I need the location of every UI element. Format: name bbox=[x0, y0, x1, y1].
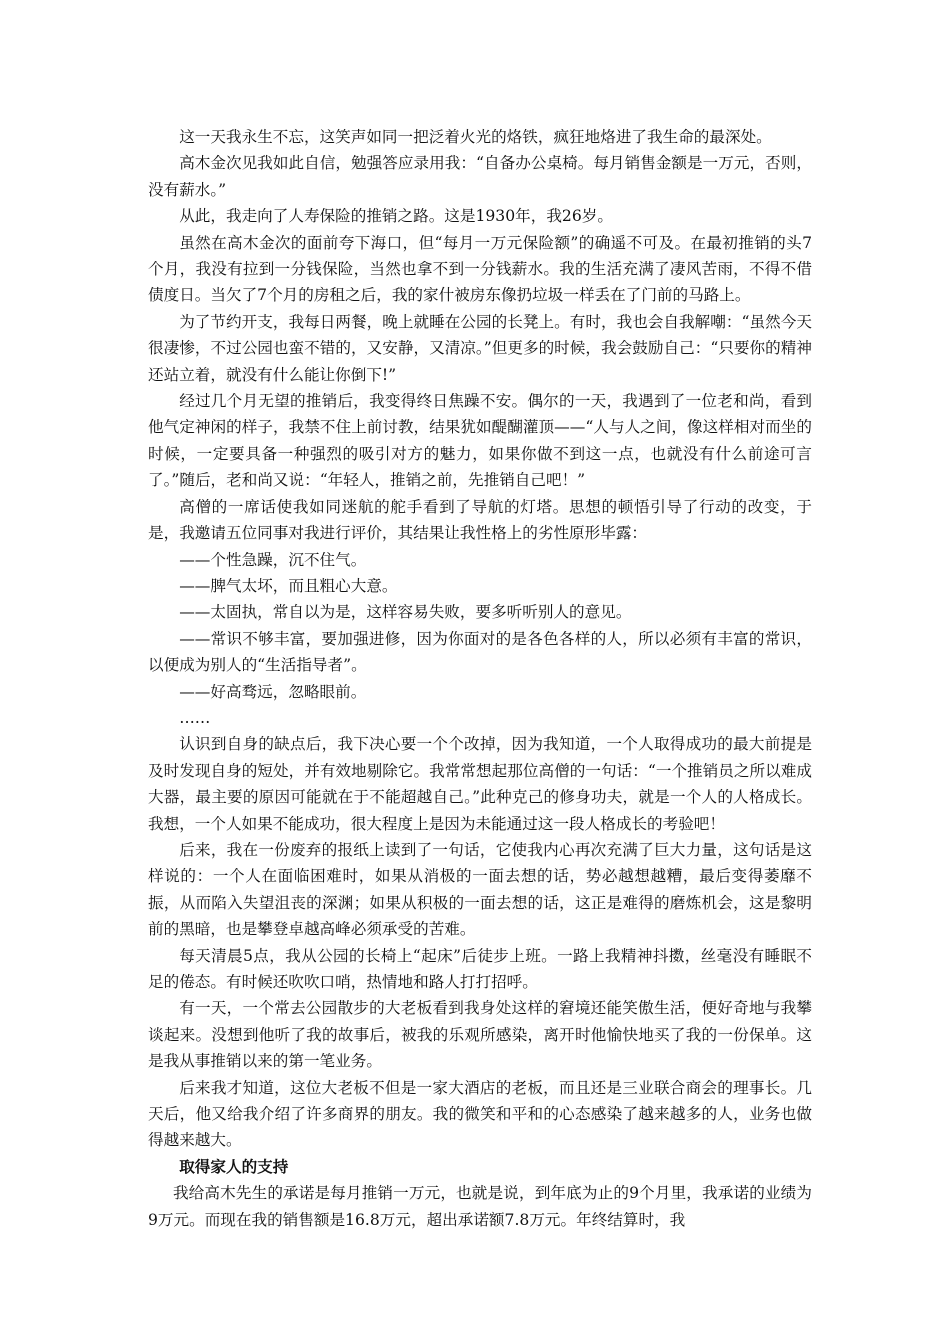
list-item: ——个性急躁，沉不住气。 bbox=[179, 550, 367, 569]
paragraph: 为了节约开支，我每日两餐，晚上就睡在公园的长凳上。有时，我也会自我解嘲：“虽然今天很凄惨，不过公园也蛮不错的，又安静，又清凉。”但更多的时候，我会鼓励自己：“只要你的精神还站立着，就没有什么能让你倒下!” bbox=[148, 312, 812, 384]
paragraph: 后来，我在一份废弃的报纸上读到了一句话，它使我内心再次充满了巨大力量，这句话是这样说的：一个人在面临困难时，如果从消极的一面去想的话，势必越想越糟，最后变得萎靡不振，从而陷入失望沮丧的深渊；如果从积极的一面去想的话，这正是难得的磨炼机会，这是黎明前的黑暗，也是攀登卓越高峰必须承受的苦难。 bbox=[148, 840, 812, 939]
list-item: ——太固执，常自以为是，这样容易失败，要多听听别人的意见。 bbox=[179, 603, 632, 622]
list-item: ——好高骛远，忽略眼前。 bbox=[179, 682, 367, 701]
list-item: ——常识不够丰富，要加强进修，因为你面对的是各色各样的人，所以必须有丰富的常识，以便成为别人的“生活指导者”。 bbox=[148, 629, 812, 675]
paragraph: 每天清晨5点，我从公园的长椅上“起床”后徒步上班。一路上我精神抖擞，丝毫没有睡眠不足的倦态。有时候还吹吹口哨，热情地和路人打打招呼。 bbox=[148, 946, 812, 991]
paragraph: 认识到自身的缺点后，我下决心要一个个改掉，因为我知道，一个人取得成功的最大前提是及时发现自身的短处，并有效地剔除它。我常常想起那位高僧的一句话：“一个推销员之所以难成大器，最主要的原因可能就在于不能超越自己。”此种克己的修身功夫，就是一个人的人格成长。我想，一个人如果不能成功，很大程度上是因为未能通过这一段人格成长的考验吧！ bbox=[148, 735, 812, 833]
paragraph: 高僧的一席话使我如同迷航的舵手看到了导航的灯塔。思想的顿悟引导了行动的改变，于是，我邀请五位同事对我进行评价，其结果让我性格上的劣性原形毕露： bbox=[148, 497, 812, 543]
paragraph: 我给高木先生的承诺是每月推销一万元，也就是说，到年底为止的9个月里，我承诺的业绩为9万元。而现在我的销售额是16.8万元，超出承诺额7.8万元。年终结算时，我 bbox=[148, 1184, 812, 1229]
paragraph: 从此，我走向了人寿保险的推销之路。这是1930年，我26岁。 bbox=[179, 207, 613, 226]
section-heading: 取得家人的支持 bbox=[179, 1157, 289, 1176]
paragraph: 高木金次见我如此自信，勉强答应录用我：“自备办公桌椅。每月销售金额是一万元，否则，没有薪水。” bbox=[148, 154, 812, 199]
paragraph: 有一天，一个常去公园散步的大老板看到我身处这样的窘境还能笑傲生活，便好奇地与我攀谈起来。没想到他听了我的故事后，被我的乐观所感染，离开时他愉快地买了我的一份保单。这是我从事推销以来的第一笔业务。 bbox=[148, 999, 812, 1071]
ellipsis: …… bbox=[179, 708, 211, 727]
paragraph: 经过几个月无望的推销后，我变得终日焦躁不安。偶尔的一天，我遇到了一位老和尚，看到他气定神闲的样子，我禁不住上前讨教，结果犹如醍醐灌顶——“人与人之间，像这样相对而坐的时候，一定要具备一种强烈的吸引对方的魅力，如果你做不到这一点，也就没有什么前途可言了。”随后，老和尚又说：“年轻人，推销之前，先推销自己吧！” bbox=[148, 392, 812, 490]
paragraph: 后来我才知道，这位大老板不但是一家大酒店的老板，而且还是三业联合商会的理事长。几天后，他又给我介绍了许多商界的朋友。我的微笑和平和的心态感染了越来越多的人，业务也做得越来越大。 bbox=[148, 1078, 812, 1150]
list-item: ——脾气太坏，而且粗心大意。 bbox=[179, 576, 398, 595]
document-body bbox=[148, 124, 812, 1233]
paragraph: 这一天我永生不忘，这笑声如同一把泛着火光的烙铁，疯狂地烙进了我生命的最深处。 bbox=[179, 128, 772, 146]
paragraph: 虽然在高木金次的面前夸下海口，但“每月一万元保险额”的确遥不可及。在最初推销的头7个月，我没有拉到一分钱保险，当然也拿不到一分钱薪水。我的生活充满了凄风苦雨，不得不借债度日。当欠了7个月的房租之后，我的家什被房东像扔垃圾一样丢在了门前的马路上。 bbox=[148, 233, 812, 305]
